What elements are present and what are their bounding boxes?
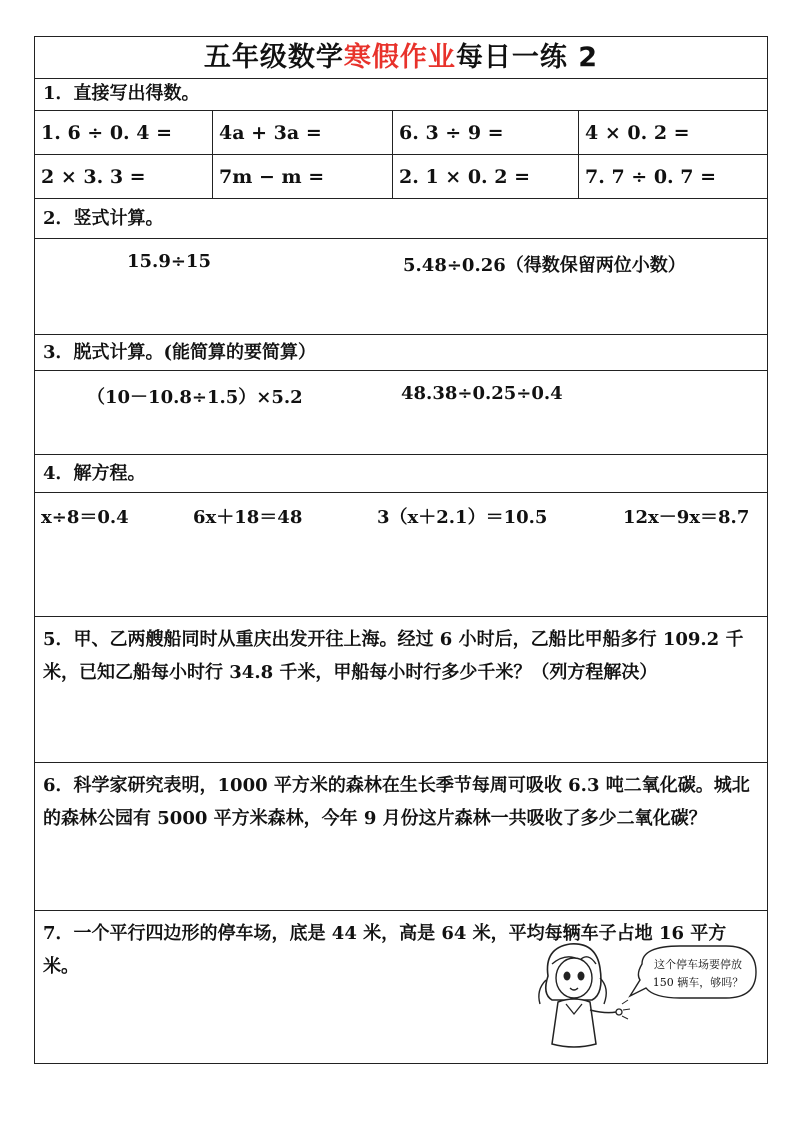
page-title	[35, 37, 767, 79]
q1-row-2	[35, 155, 767, 199]
q4-body	[35, 493, 767, 617]
q4-heading: 4．解方程。	[43, 463, 146, 484]
q4-equation-1: x÷8＝0.4	[41, 507, 129, 528]
q5-text: 5．甲、乙两艘船同时从重庆出发开往上海。经过 6 小时后，乙船比甲船多行 109.2 千米，已知乙船每小时行 34.8 千米，甲船每小时行多少千米？（列方程解决）	[43, 629, 744, 683]
q2-heading: 2．竖式计算。	[43, 208, 164, 229]
q3-expression-2: 48.38÷0.25÷0.4	[401, 383, 563, 404]
q7-text: 7．一个平行四边形的停车场，底是 44 米，高是 64 米，平均每辆车子占地 16 平方米。	[43, 923, 727, 977]
q1-cell: 2. 1 × 0. 2 =	[393, 155, 579, 198]
q4-equation-4: 12x－9x＝8.7	[623, 507, 750, 528]
q2-expression-2: 5.48÷0.26（得数保留两位小数）	[403, 255, 686, 276]
q1-cell: 7. 7 ÷ 0. 7 =	[585, 166, 717, 188]
q1-cell: 2 × 3. 3 =	[35, 155, 213, 198]
q2-expression-1: 15.9÷15	[127, 251, 211, 272]
q3-body	[35, 371, 767, 455]
q5-block	[35, 617, 767, 763]
q1-cell: 4a + 3a =	[213, 111, 393, 154]
title-part1: 五年级数学	[203, 42, 344, 73]
q1-cell: 7m − m =	[213, 155, 393, 198]
q1-row-1	[35, 111, 767, 155]
q2-header	[35, 199, 767, 239]
q6-block	[35, 763, 767, 911]
q1-heading: 1．直接写出得数。	[43, 83, 200, 104]
q1-header	[35, 79, 767, 111]
q3-header	[35, 335, 767, 371]
worksheet	[34, 36, 768, 1064]
speech-bubble-line-1: 这个停车场要停放	[654, 958, 742, 971]
q3-heading: 3．脱式计算。(能简算的要简算）	[43, 342, 317, 363]
q1-cell: 1. 6 ÷ 0. 4 =	[35, 111, 213, 154]
q4-header	[35, 455, 767, 493]
title-highlight: 寒假作业	[343, 42, 456, 73]
q2-body	[35, 239, 767, 335]
q6-text: 6．科学家研究表明，1000 平方米的森林在生长季节每周可吸收 6.3 吨二氧化碳。城北的森林公园有 5000 平方米森林，今年 9 月份这片森林一共吸收了多少二氧化碳？	[43, 775, 750, 829]
speech-bubble-line-2: 150 辆车，够吗？	[652, 976, 744, 989]
cartoon-girl-illustration	[530, 934, 760, 1064]
q4-equation-2: 6x＋18＝48	[193, 507, 303, 528]
title-part3: 每日一练 2	[455, 42, 599, 73]
q3-expression-1: （10－10.8÷1.5）×5.2	[87, 387, 303, 408]
q4-equation-3: 3（x＋2.1）＝10.5	[377, 507, 548, 528]
q1-cell: 4 × 0. 2 =	[585, 122, 690, 144]
q1-cell: 6. 3 ÷ 9 =	[393, 111, 579, 154]
